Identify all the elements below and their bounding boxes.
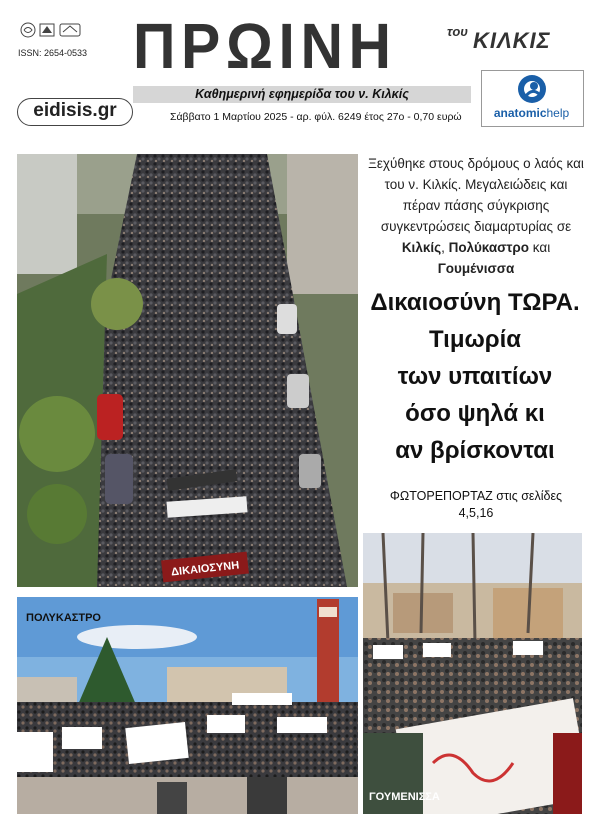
lead-sep-2: και bbox=[529, 240, 551, 255]
polykastro-label: ΠΟΛΥΚΑΣΤΡΟ bbox=[26, 612, 101, 624]
photo-reference-pages: 4,5,16 bbox=[458, 506, 494, 520]
crowd-photo-illustration bbox=[17, 154, 358, 587]
lead-sep-1: , bbox=[441, 240, 449, 255]
photo-reference bbox=[365, 488, 587, 522]
main-headline bbox=[362, 284, 588, 469]
place-kilkis: Κιλκίς bbox=[401, 240, 442, 255]
newspaper-title-suffix: του bbox=[447, 24, 468, 39]
advertisement-brand bbox=[481, 106, 582, 120]
headline-line-4: όσο ψηλά κι bbox=[405, 400, 545, 427]
headline-line-2: Τιμωρία bbox=[428, 326, 522, 353]
place-polykastro: Πολύκαστρο bbox=[448, 240, 530, 255]
polykastro-photo bbox=[17, 597, 358, 814]
website-link[interactable]: eidisis.gr bbox=[33, 100, 117, 121]
banner-text-main: ΔΙΚΑΙΟΣΥΝΗ bbox=[170, 559, 240, 579]
goumenissa-photo-illustration bbox=[363, 533, 582, 814]
place-goumenissa: Γουμένισσα bbox=[437, 261, 515, 276]
anatomic-logo-icon bbox=[517, 74, 547, 104]
newspaper-title: ΠΡΩΙΝΗ bbox=[133, 10, 397, 82]
goumenissa-photo bbox=[363, 533, 582, 814]
headline-line-5: αν βρίσκονται bbox=[395, 437, 555, 464]
newspaper-region: ΚΙΛΚΙΣ bbox=[473, 28, 551, 53]
lead-text: Ξεχύθηκε στους δρόμους ο λαός και του ν. Κιλκίς. Μεγαλειώδεις και πέραν πάσης σύγκρισης συγκεντρώσεις διαμαρτυρίας σε bbox=[368, 156, 584, 234]
publisher-logos bbox=[20, 22, 90, 38]
issue-info: Σάββατο 1 Μαρτίου 2025 - αρ. φύλ. 6249 έτος 27ο - 0,70 ευρώ bbox=[170, 111, 462, 123]
photo-reference-label: ΦΩΤΟΡΕΠΟΡΤΑΖ στις σελίδες bbox=[389, 489, 563, 503]
issn-number: ISSN: 2654-0533 bbox=[18, 48, 88, 58]
headline-line-3: των υπαιτίων bbox=[397, 363, 553, 390]
goumenissa-label: ΓΟΥΜΕΝΙΣΣΑ bbox=[369, 791, 440, 803]
ad-brand-part2: help bbox=[546, 106, 570, 120]
polykastro-photo-illustration bbox=[17, 597, 358, 814]
main-photo-kilkis-crowd bbox=[17, 154, 358, 587]
tagline: Καθημερινή εφημερίδα του ν. Κιλκίς bbox=[195, 87, 409, 101]
headline-line-1: Δικαιοσύνη ΤΩΡΑ. bbox=[370, 289, 580, 316]
ad-brand-part1: anatomic bbox=[493, 106, 547, 120]
lead-paragraph bbox=[365, 153, 587, 279]
